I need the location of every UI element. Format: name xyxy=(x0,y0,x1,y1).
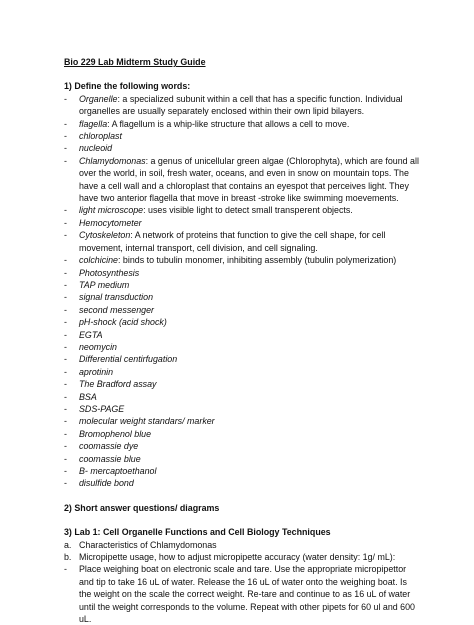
term-name: SDS-PAGE xyxy=(79,403,125,414)
bullet-dash: - xyxy=(64,453,67,464)
term-text xyxy=(79,465,419,477)
section-3-heading: 3) Lab 1: Cell Organelle Functions and Cell Biology Techniques xyxy=(64,527,331,538)
bullet-dash: - xyxy=(64,428,67,439)
term-text xyxy=(79,254,419,266)
term-name: molecular weight standars/ marker xyxy=(79,416,215,427)
term-name: Photosynthesis xyxy=(79,267,140,278)
sub-item-text: Place weighing boat on electronic scale and tare. Use the appropriate micropipettor and tip to take 16 uL of water. Release the 16 uL of water onto the weighing boat. Is the weight on the scale the correct weight. Re-tare and continue to as 16 uL of water until the weight corresponds to the volume. Repeat with other pipets for 60 ul and 600 uL. xyxy=(79,564,415,625)
term-name: Hemocytometer xyxy=(79,217,142,228)
bullet-dash: - xyxy=(64,466,67,476)
term-item xyxy=(64,428,419,440)
term-item xyxy=(64,316,419,328)
term-text xyxy=(79,155,419,205)
term-name: aprotinin xyxy=(79,366,114,377)
term-definition: : a genus of unicellular green algae (Chlorophyta), which are found all over the world, in soil, fresh water, oceans, and even in snow on mountain tops. The have a cell wall and a chloroplast that contains an eyespot that perceives light. They have two anterior flagella that move in breast -stroke like swimming moevements. xyxy=(79,155,419,204)
term-text xyxy=(79,93,419,118)
bullet-dash: - xyxy=(64,329,67,340)
term-text xyxy=(79,391,419,403)
term-item xyxy=(64,229,419,254)
term-text xyxy=(79,378,419,390)
term-item xyxy=(64,465,419,477)
bullet-dash: - xyxy=(64,341,67,352)
term-item xyxy=(64,378,419,390)
term-name: coomassie dye xyxy=(79,441,139,452)
term-text xyxy=(79,415,419,427)
term-text xyxy=(79,440,419,452)
term-text xyxy=(79,217,419,229)
term-name: B- mercaptoethanol xyxy=(79,466,157,476)
term-item xyxy=(64,93,419,118)
term-name: Differential centirfugation xyxy=(79,354,178,365)
bullet-dash: - xyxy=(64,478,67,489)
term-text xyxy=(79,316,419,328)
bullet-dash: - xyxy=(64,391,67,402)
bullet-dash: - xyxy=(64,205,67,216)
term-name: The Bradford assay xyxy=(79,379,157,390)
term-definition: : A network of proteins that function to give the cell shape, for cell movement, internal transport, cell division, and cell signaling. xyxy=(79,230,386,253)
term-name: EGTA xyxy=(79,329,103,340)
term-text xyxy=(79,204,419,216)
bullet-dash: - xyxy=(64,441,67,452)
term-item xyxy=(64,130,419,142)
item-letter: b. xyxy=(64,552,72,563)
term-item xyxy=(64,118,419,130)
term-name: Organelle xyxy=(79,93,118,104)
term-name: light microscope xyxy=(79,205,144,216)
term-definition: : A flagellum is a whip-like structure that allows a cell to move. xyxy=(107,118,350,129)
term-text xyxy=(79,304,419,316)
lettered-item xyxy=(64,539,419,551)
term-name: pH-shock (acid shock) xyxy=(79,317,167,328)
term-text xyxy=(79,341,419,353)
bullet-dash: - xyxy=(64,416,67,427)
bullet-dash: - xyxy=(64,217,67,228)
bullet-dash: - xyxy=(64,131,67,142)
bullet-dash: - xyxy=(64,143,67,154)
term-name: signal transduction xyxy=(79,292,154,303)
term-item xyxy=(64,353,419,365)
section-2-heading: 2) Short answer questions/ diagrams xyxy=(64,502,220,513)
term-text xyxy=(79,118,419,130)
term-text xyxy=(79,403,419,415)
term-name: neomycin xyxy=(79,341,117,352)
term-text xyxy=(79,477,419,489)
bullet-dash: - xyxy=(64,366,67,377)
term-text xyxy=(79,229,419,254)
term-definition: : uses visible light to detect small transperent objects. xyxy=(143,205,353,216)
term-name: Chlamydomonas xyxy=(79,155,146,166)
term-name: Bromophenol blue xyxy=(79,428,152,439)
term-name: chloroplast xyxy=(79,131,122,142)
bullet-dash: - xyxy=(64,93,67,104)
term-item xyxy=(64,477,419,489)
term-definition: : binds to tubulin monomer, inhibiting assembly (tubulin polymerization) xyxy=(117,255,397,266)
term-item xyxy=(64,254,419,266)
term-item xyxy=(64,366,419,378)
section-1-heading: 1) Define the following words: xyxy=(64,81,191,92)
bullet-dash: - xyxy=(64,304,67,315)
lettered-item xyxy=(64,551,419,563)
term-item xyxy=(64,341,419,353)
bullet-dash: - xyxy=(64,255,67,266)
bullet-dash: - xyxy=(64,379,67,390)
term-item xyxy=(64,204,419,216)
term-definition: : a specialized subunit within a cell that has a specific function. Individual organelles are usually separately enclosed within their own lipid bilayers. xyxy=(79,93,403,117)
term-item xyxy=(64,279,419,291)
term-text xyxy=(79,130,419,142)
term-name: Cytoskeleton xyxy=(79,230,131,241)
term-name: BSA xyxy=(79,391,97,402)
term-item xyxy=(64,217,419,229)
term-item xyxy=(64,453,419,465)
term-text xyxy=(79,142,419,154)
terms-list xyxy=(64,93,419,490)
item-text: Micropipette usage, how to adjust micropipette accuracy (water density: 1g/ mL): xyxy=(79,552,396,563)
bullet-dash: - xyxy=(64,354,67,365)
document-content xyxy=(64,56,419,625)
bullet-dash: - xyxy=(64,292,67,303)
sub-item xyxy=(64,563,419,625)
term-text xyxy=(79,366,419,378)
term-item xyxy=(64,415,419,427)
bullet-dash: - xyxy=(64,279,67,290)
bullet-dash: - xyxy=(64,317,67,328)
bullet-dash: - xyxy=(64,403,67,414)
term-name: disulfide bond xyxy=(79,478,134,489)
term-item xyxy=(64,304,419,316)
item-text: Characteristics of Chlamydomonas xyxy=(79,539,217,550)
term-text xyxy=(79,291,419,303)
term-item xyxy=(64,267,419,279)
term-name: coomassie blue xyxy=(79,453,141,464)
term-text xyxy=(79,329,419,341)
term-item xyxy=(64,329,419,341)
bullet-dash: - xyxy=(64,230,67,241)
page-title: Bio 229 Lab Midterm Study Guide xyxy=(64,57,206,67)
term-text xyxy=(79,428,419,440)
bullet-dash: - xyxy=(64,118,67,129)
term-text xyxy=(79,279,419,291)
bullet-dash: - xyxy=(64,267,67,278)
bullet-dash: - xyxy=(64,564,67,575)
term-name: nucleoid xyxy=(79,143,113,154)
term-name: colchicine xyxy=(79,255,118,266)
term-item xyxy=(64,291,419,303)
term-name: second messenger xyxy=(79,304,154,315)
term-text xyxy=(79,267,419,279)
term-text xyxy=(79,353,419,365)
term-item xyxy=(64,391,419,403)
term-name: TAP medium xyxy=(79,279,130,290)
sub-list xyxy=(64,563,419,625)
term-name: flagella xyxy=(79,118,108,129)
bullet-dash: - xyxy=(64,155,67,166)
lettered-list xyxy=(64,539,419,564)
term-item xyxy=(64,142,419,154)
term-item xyxy=(64,155,419,205)
term-text xyxy=(79,453,419,465)
term-item xyxy=(64,403,419,415)
item-letter: a. xyxy=(64,539,72,550)
term-item xyxy=(64,440,419,452)
